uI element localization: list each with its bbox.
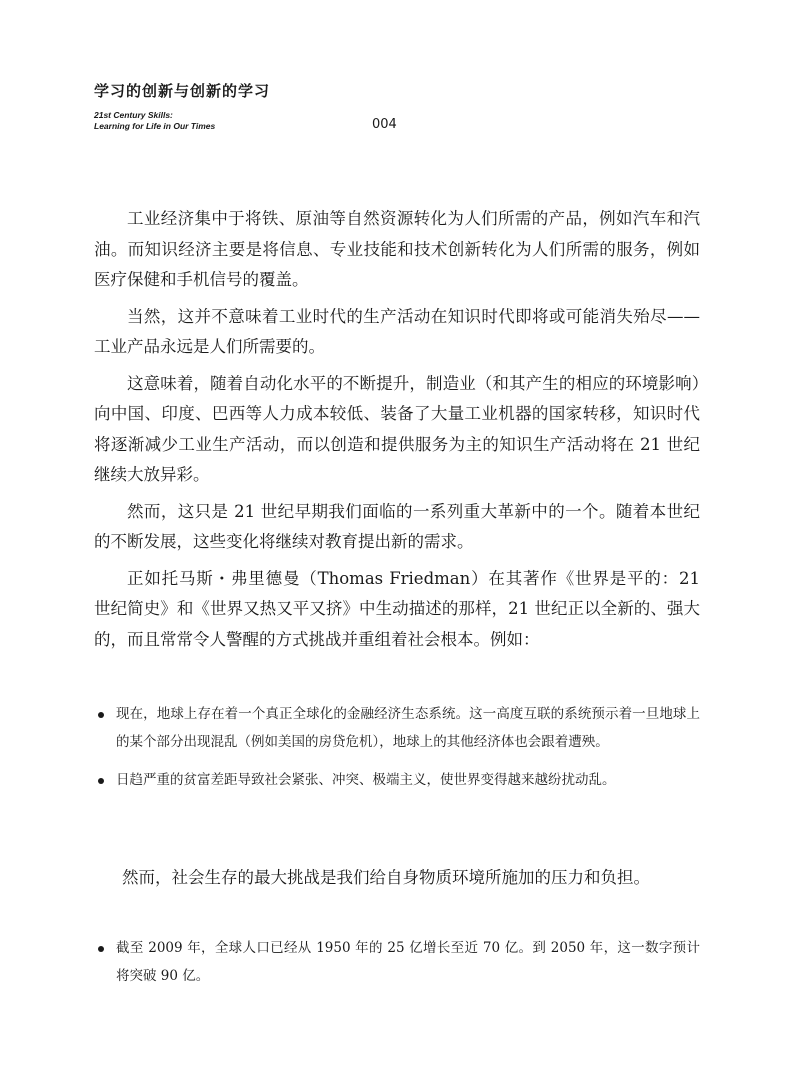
bullet-dot-icon (98, 946, 104, 952)
page-header (94, 80, 734, 140)
book-title: 学习的创新与创新的学习 (94, 82, 271, 100)
main-text (94, 204, 700, 661)
list-item (94, 766, 700, 794)
bullet-text: 日趋严重的贫富差距导致社会紧张、冲突、极端主义，使世界变得越来越纷扰动乱。 (116, 772, 616, 788)
book-subtitle (94, 110, 215, 132)
bullet-text: 现在，地球上存在着一个真正全球化的金融经济生态系统。这一高度互联的系统预示着一旦地球上的某个部分出现混乱（例如美国的房贷危机），地球上的其他经济体也会跟着遭殃。 (116, 706, 700, 750)
paragraph-5: 正如托马斯・弗里德曼（Thomas Friedman）在其著作《世界是平的：21 世纪简史》和《世界又热又平又挤》中生动描述的那样，21 世纪正以全新的、强大的，而且常常令人警醒的方式挑战并重组着社会根本。例如： (94, 568, 700, 649)
list-item (94, 934, 700, 990)
page-number: 004 (372, 117, 397, 132)
paragraph-1: 工业经济集中于将铁、原油等自然资源转化为人们所需的产品，例如汽车和汽油。而知识经济主要是将信息、专业技能和技术创新转化为人们所需的服务，例如医疗保健和手机信号的覆盖。 (94, 209, 700, 289)
subtitle-line-1: 21st Century Skills: (94, 110, 173, 120)
bullet-dot-icon (98, 712, 104, 718)
list-item (94, 700, 700, 756)
standalone-paragraph: 然而，社会生存的最大挑战是我们给自身物质环境所施加的压力和负担。 (122, 868, 650, 887)
paragraph-2: 当然，这并不意味着工业时代的生产活动在知识时代即将或可能消失殆尽——工业产品永远是人们所需要的。 (94, 306, 700, 356)
bullet-dot-icon (98, 778, 104, 784)
paragraph-4: 然而，这只是 21 世纪早期我们面临的一系列重大革新中的一个。随着本世纪的不断发展，这些变化将继续对教育提出新的需求。 (94, 501, 700, 551)
subtitle-line-2: Learning for Life in Our Times (94, 121, 216, 131)
bullet-list-1 (94, 700, 700, 804)
bullet-list-2 (94, 934, 700, 1000)
paragraph-3: 这意味着，随着自动化水平的不断提升，制造业（和其产生的相应的环境影响）向中国、印度、巴西等人力成本较低、装备了大量工业机器的国家转移，知识时代将逐渐减少工业生产活动，而以创造和提供服务为主的知识生产活动将在 21 世纪继续大放异彩。 (94, 373, 700, 484)
bullet-text: 截至 2009 年，全球人口已经从 1950 年的 25 亿增长至近 70 亿。到 2050 年，这一数字预计将突破 90 亿。 (116, 940, 700, 984)
